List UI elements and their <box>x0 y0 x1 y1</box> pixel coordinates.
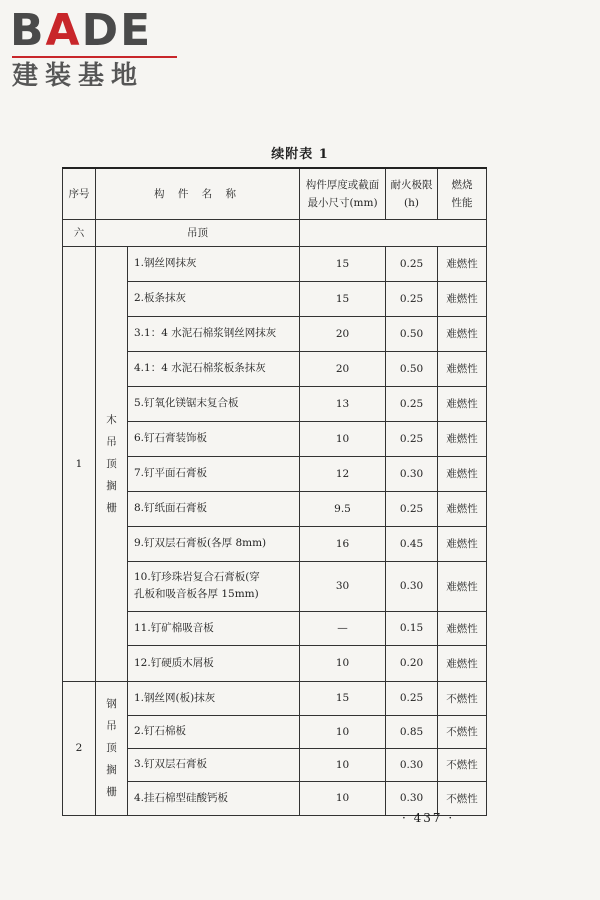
logo-subtitle: 建装基地 <box>12 61 145 91</box>
item-name: 9.钉双层石膏板(各厚 8mm) <box>128 526 300 561</box>
item-size: — <box>300 611 386 645</box>
item-size: 30 <box>300 561 386 611</box>
item-name: 4.挂石棉型硅酸钙板 <box>128 781 300 815</box>
item-burn: 不燃性 <box>438 715 487 748</box>
item-fire: 0.50 <box>386 351 438 386</box>
item-burn: 难燃性 <box>438 351 487 386</box>
item-burn: 难燃性 <box>438 561 487 611</box>
item-name: 4.1：4 水泥石棉浆板条抹灰 <box>128 351 300 386</box>
group-num: 2 <box>63 681 96 815</box>
header-fire-limit: 耐火极限 (h) <box>386 168 438 219</box>
page-number: · 437 · <box>402 811 455 825</box>
item-name: 1.钢丝网抹灰 <box>128 246 300 281</box>
item-name: 7.钉平面石膏板 <box>128 456 300 491</box>
item-name: 8.钉纸面石膏板 <box>128 491 300 526</box>
item-burn: 不燃性 <box>438 781 487 815</box>
item-fire: 0.30 <box>386 456 438 491</box>
group-name: 钢吊 顶搁 栅 <box>96 681 128 815</box>
header-seq: 序号 <box>63 168 96 219</box>
section-name: 吊顶 <box>96 219 300 246</box>
item-fire: 0.30 <box>386 561 438 611</box>
item-size: 20 <box>300 351 386 386</box>
item-burn: 难燃性 <box>438 526 487 561</box>
item-fire: 0.25 <box>386 386 438 421</box>
table-title: 续附表 1 <box>271 147 329 162</box>
item-burn: 难燃性 <box>438 246 487 281</box>
fire-resistance-table <box>62 167 487 816</box>
item-fire: 0.85 <box>386 715 438 748</box>
item-name: 1.钢丝网(板)抹灰 <box>128 681 300 715</box>
item-fire: 0.20 <box>386 645 438 681</box>
item-name: 3.钉双层石膏板 <box>128 748 300 781</box>
item-burn: 难燃性 <box>438 645 487 681</box>
item-size: 10 <box>300 715 386 748</box>
item-fire: 0.30 <box>386 781 438 815</box>
item-name: 12.钉硬质木屑板 <box>128 645 300 681</box>
item-fire: 0.25 <box>386 246 438 281</box>
item-burn: 难燃性 <box>438 281 487 316</box>
item-size: 9.5 <box>300 491 386 526</box>
item-fire: 0.30 <box>386 748 438 781</box>
item-burn: 不燃性 <box>438 748 487 781</box>
table-row <box>63 246 487 281</box>
item-size: 10 <box>300 421 386 456</box>
item-size: 13 <box>300 386 386 421</box>
group-name: 木吊 顶搁 栅 <box>96 246 128 681</box>
table-row <box>63 681 487 715</box>
section-num: 六 <box>63 219 96 246</box>
item-fire: 0.25 <box>386 491 438 526</box>
logo-rule <box>12 56 177 58</box>
header-size: 构件厚度或截面 最小尺寸(mm) <box>300 168 386 219</box>
item-size: 12 <box>300 456 386 491</box>
bade-logo <box>10 6 185 92</box>
logo-wordmark: BADE <box>10 5 153 56</box>
item-size: 10 <box>300 645 386 681</box>
header-row <box>63 168 487 219</box>
item-name: 2.钉石棉板 <box>128 715 300 748</box>
item-fire: 0.45 <box>386 526 438 561</box>
section-row <box>63 219 487 246</box>
item-fire: 0.25 <box>386 281 438 316</box>
item-burn: 难燃性 <box>438 386 487 421</box>
item-size: 10 <box>300 748 386 781</box>
item-burn: 难燃性 <box>438 491 487 526</box>
header-burn: 燃烧 性能 <box>438 168 487 219</box>
item-fire: 0.15 <box>386 611 438 645</box>
item-burn: 难燃性 <box>438 316 487 351</box>
item-size: 10 <box>300 781 386 815</box>
group-num: 1 <box>63 246 96 681</box>
item-name: 5.钉氧化镁锯末复合板 <box>128 386 300 421</box>
item-burn: 不燃性 <box>438 681 487 715</box>
item-size: 15 <box>300 281 386 316</box>
item-size: 15 <box>300 246 386 281</box>
item-burn: 难燃性 <box>438 611 487 645</box>
item-name: 2.板条抹灰 <box>128 281 300 316</box>
item-fire: 0.25 <box>386 421 438 456</box>
item-name: 6.钉石膏装饰板 <box>128 421 300 456</box>
header-name: 构 件 名 称 <box>96 168 300 219</box>
item-fire: 0.25 <box>386 681 438 715</box>
item-size: 16 <box>300 526 386 561</box>
item-name: 10.钉珍珠岩复合石膏板(穿 孔板和吸音板各厚 15mm) <box>128 561 300 611</box>
section-empty <box>300 219 487 246</box>
item-name: 3.1：4 水泥石棉浆钢丝网抹灰 <box>128 316 300 351</box>
item-size: 20 <box>300 316 386 351</box>
item-burn: 难燃性 <box>438 421 487 456</box>
item-size: 15 <box>300 681 386 715</box>
item-fire: 0.50 <box>386 316 438 351</box>
item-burn: 难燃性 <box>438 456 487 491</box>
item-name: 11.钉矿棉吸音板 <box>128 611 300 645</box>
